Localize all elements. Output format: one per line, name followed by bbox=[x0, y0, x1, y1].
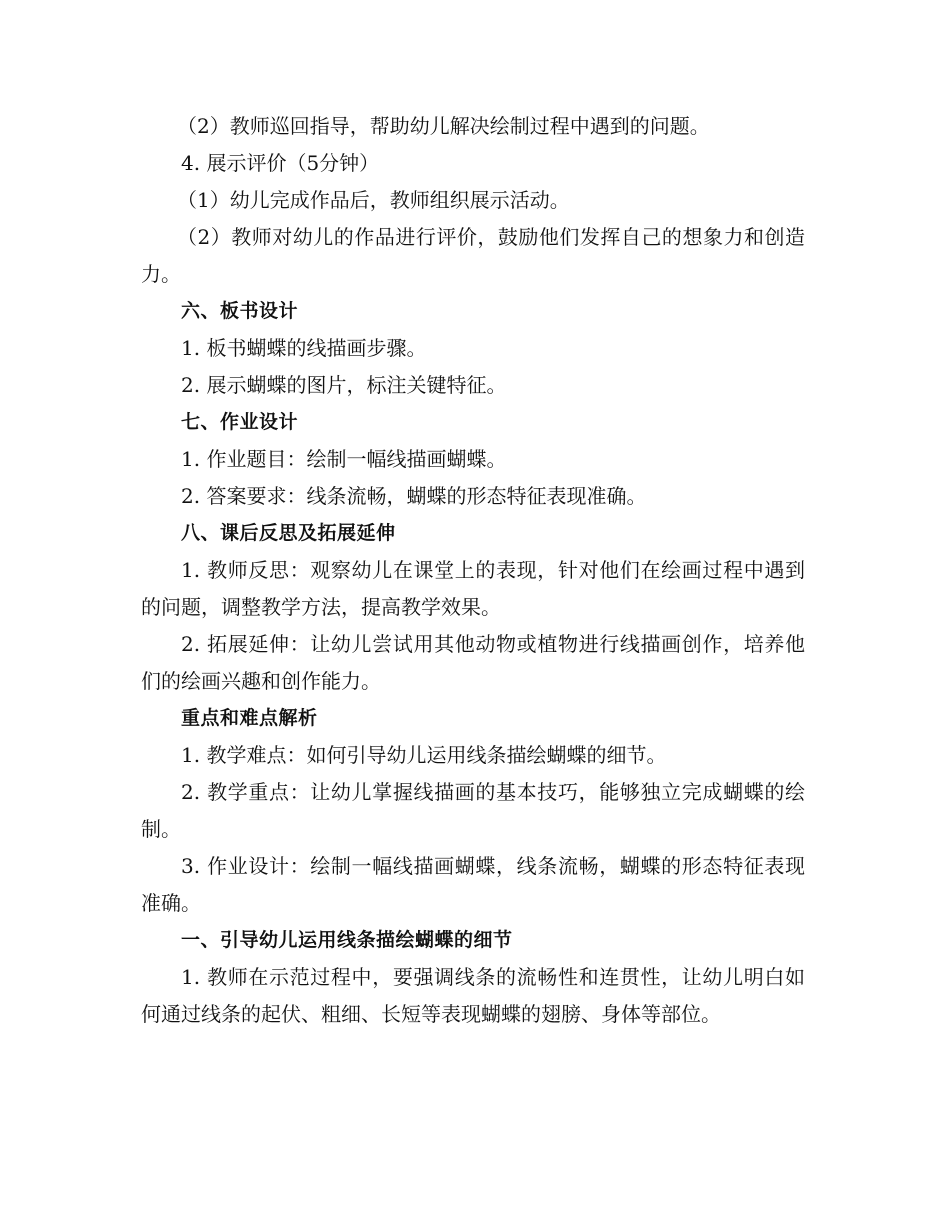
paragraph: （2）教师对幼儿的作品进行评价，鼓励他们发挥自己的想象力和创造力。 bbox=[141, 225, 805, 286]
paragraph: 1. 教师反思：观察幼儿在课堂上的表现，针对他们在绘画过程中遇到的问题，调整教学方法，提高教学效果。 bbox=[141, 558, 805, 619]
paragraph: （1）幼儿完成作品后，教师组织展示活动。 bbox=[177, 188, 570, 212]
paragraph: 4. 展示评价（5分钟） bbox=[181, 151, 380, 175]
paragraph: 2. 教学重点：让幼儿掌握线描画的基本技巧，能够独立完成蝴蝶的绘制。 bbox=[141, 780, 805, 841]
paragraph: 1. 板书蝴蝶的线描画步骤。 bbox=[181, 336, 427, 360]
paragraph: （2）教师巡回指导，帮助幼儿解决绘制过程中遇到的问题。 bbox=[177, 114, 710, 138]
section-heading: 八、课后反思及拓展延伸 bbox=[181, 522, 396, 544]
paragraph: 1. 教学难点：如何引导幼儿运用线条描绘蝴蝶的细节。 bbox=[181, 743, 667, 767]
section-heading: 重点和难点解析 bbox=[181, 707, 318, 729]
document-body bbox=[141, 108, 805, 1033]
paragraph: 2. 展示蝴蝶的图片，标注关键特征。 bbox=[181, 373, 507, 397]
paragraph: 1. 作业题目：绘制一幅线描画蝴蝶。 bbox=[181, 447, 507, 471]
paragraph: 1. 教师在示范过程中，要强调线条的流畅性和连贯性，让幼儿明白如何通过线条的起伏、粗细、长短等表现蝴蝶的翅膀、身体等部位。 bbox=[141, 965, 805, 1026]
section-heading: 一、引导幼儿运用线条描绘蝴蝶的细节 bbox=[181, 929, 513, 951]
paragraph: 2. 答案要求：线条流畅，蝴蝶的形态特征表现准确。 bbox=[181, 484, 647, 508]
section-heading: 六、板书设计 bbox=[181, 300, 299, 322]
paragraph: 3. 作业设计：绘制一幅线描画蝴蝶，线条流畅，蝴蝶的形态特征表现准确。 bbox=[141, 854, 805, 915]
paragraph: 2. 拓展延伸：让幼儿尝试用其他动物或植物进行线描画创作，培养他们的绘画兴趣和创作能力。 bbox=[141, 632, 805, 693]
section-heading: 七、作业设计 bbox=[181, 411, 299, 433]
